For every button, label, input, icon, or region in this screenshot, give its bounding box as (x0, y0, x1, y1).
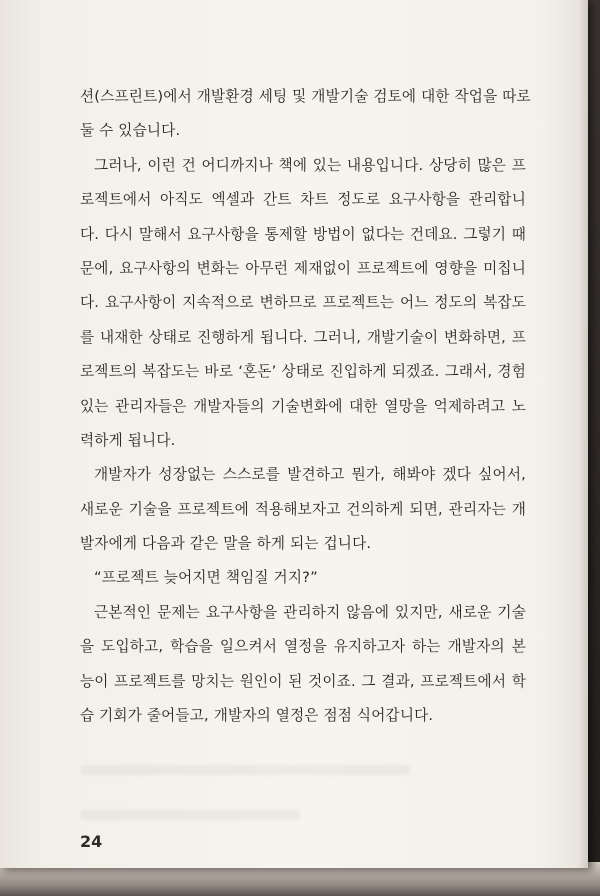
text-line: 로젝트의 복잡도는 바로 ‘혼돈’ 상태로 진입하게 되겠죠. 그래서, 경험 (80, 363, 526, 381)
text-line: 발자에게 다음과 같은 말을 하게 되는 겁니다. (80, 535, 372, 553)
text-line: 그러나, 이런 건 어디까지나 책에 있는 내용입니다. 상당히 많은 프 (94, 156, 526, 174)
body-text (80, 80, 531, 733)
text-line: 있는 관리자들은 개발자들의 기술변화에 대한 열망을 억제하려고 노 (80, 397, 526, 415)
text-line: 둘 수 있습니다. (80, 122, 181, 140)
text-line: 션(스프린트)에서 개발환경 세팅 및 개발기술 검토에 대한 작업을 따로 (80, 88, 531, 105)
text-line: 새로운 기술을 프로젝트에 적용해보자고 건의하게 되면, 관리자는 개 (80, 500, 526, 518)
text-line: 습 기회가 줄어들고, 개발자의 열정은 점점 식어갑니다. (80, 707, 434, 725)
text-line: 를 내재한 상태로 진행하게 됩니다. 그러니, 개발기술이 변화하면, 프 (80, 328, 526, 346)
text-line: 개발자가 성장없는 스스로를 발견하고 뭔가, 해봐야 겠다 싶어서, (94, 466, 526, 484)
text-line: 력하게 됩니다. (80, 431, 176, 449)
text-line: 을 도입하고, 학습을 일으켜서 열정을 유지하고자 하는 개발자의 본 (80, 638, 526, 656)
text-line: 문에, 요구사항의 변화는 아무런 제재없이 프로젝트에 영향을 미칩니 (80, 259, 526, 277)
text-line: 다. 다시 말해서 요구사항을 통제할 방법이 없다는 건데요. 그렇기 때 (80, 225, 526, 243)
text-line: 근본적인 문제는 요구사항을 관리하지 않음에 있지만, 새로운 기술 (94, 603, 526, 621)
text-line: 로젝트에서 아직도 엑셀과 간트 차트 정도로 요구사항을 관리합니 (80, 191, 526, 209)
text-line: 다. 요구사항이 지속적으로 변하므로 프로젝트는 어느 정도의 복잡도 (80, 294, 526, 312)
page-number: 24 (80, 832, 103, 851)
text-line: “프로젝트 늦어지면 책임질 거지?” (94, 569, 318, 587)
show-through-text (80, 810, 300, 820)
text-line: 능이 프로젝트를 망치는 원인이 된 것이죠. 그 결과, 프로젝트에서 학 (80, 672, 526, 690)
show-through-text (80, 765, 410, 775)
